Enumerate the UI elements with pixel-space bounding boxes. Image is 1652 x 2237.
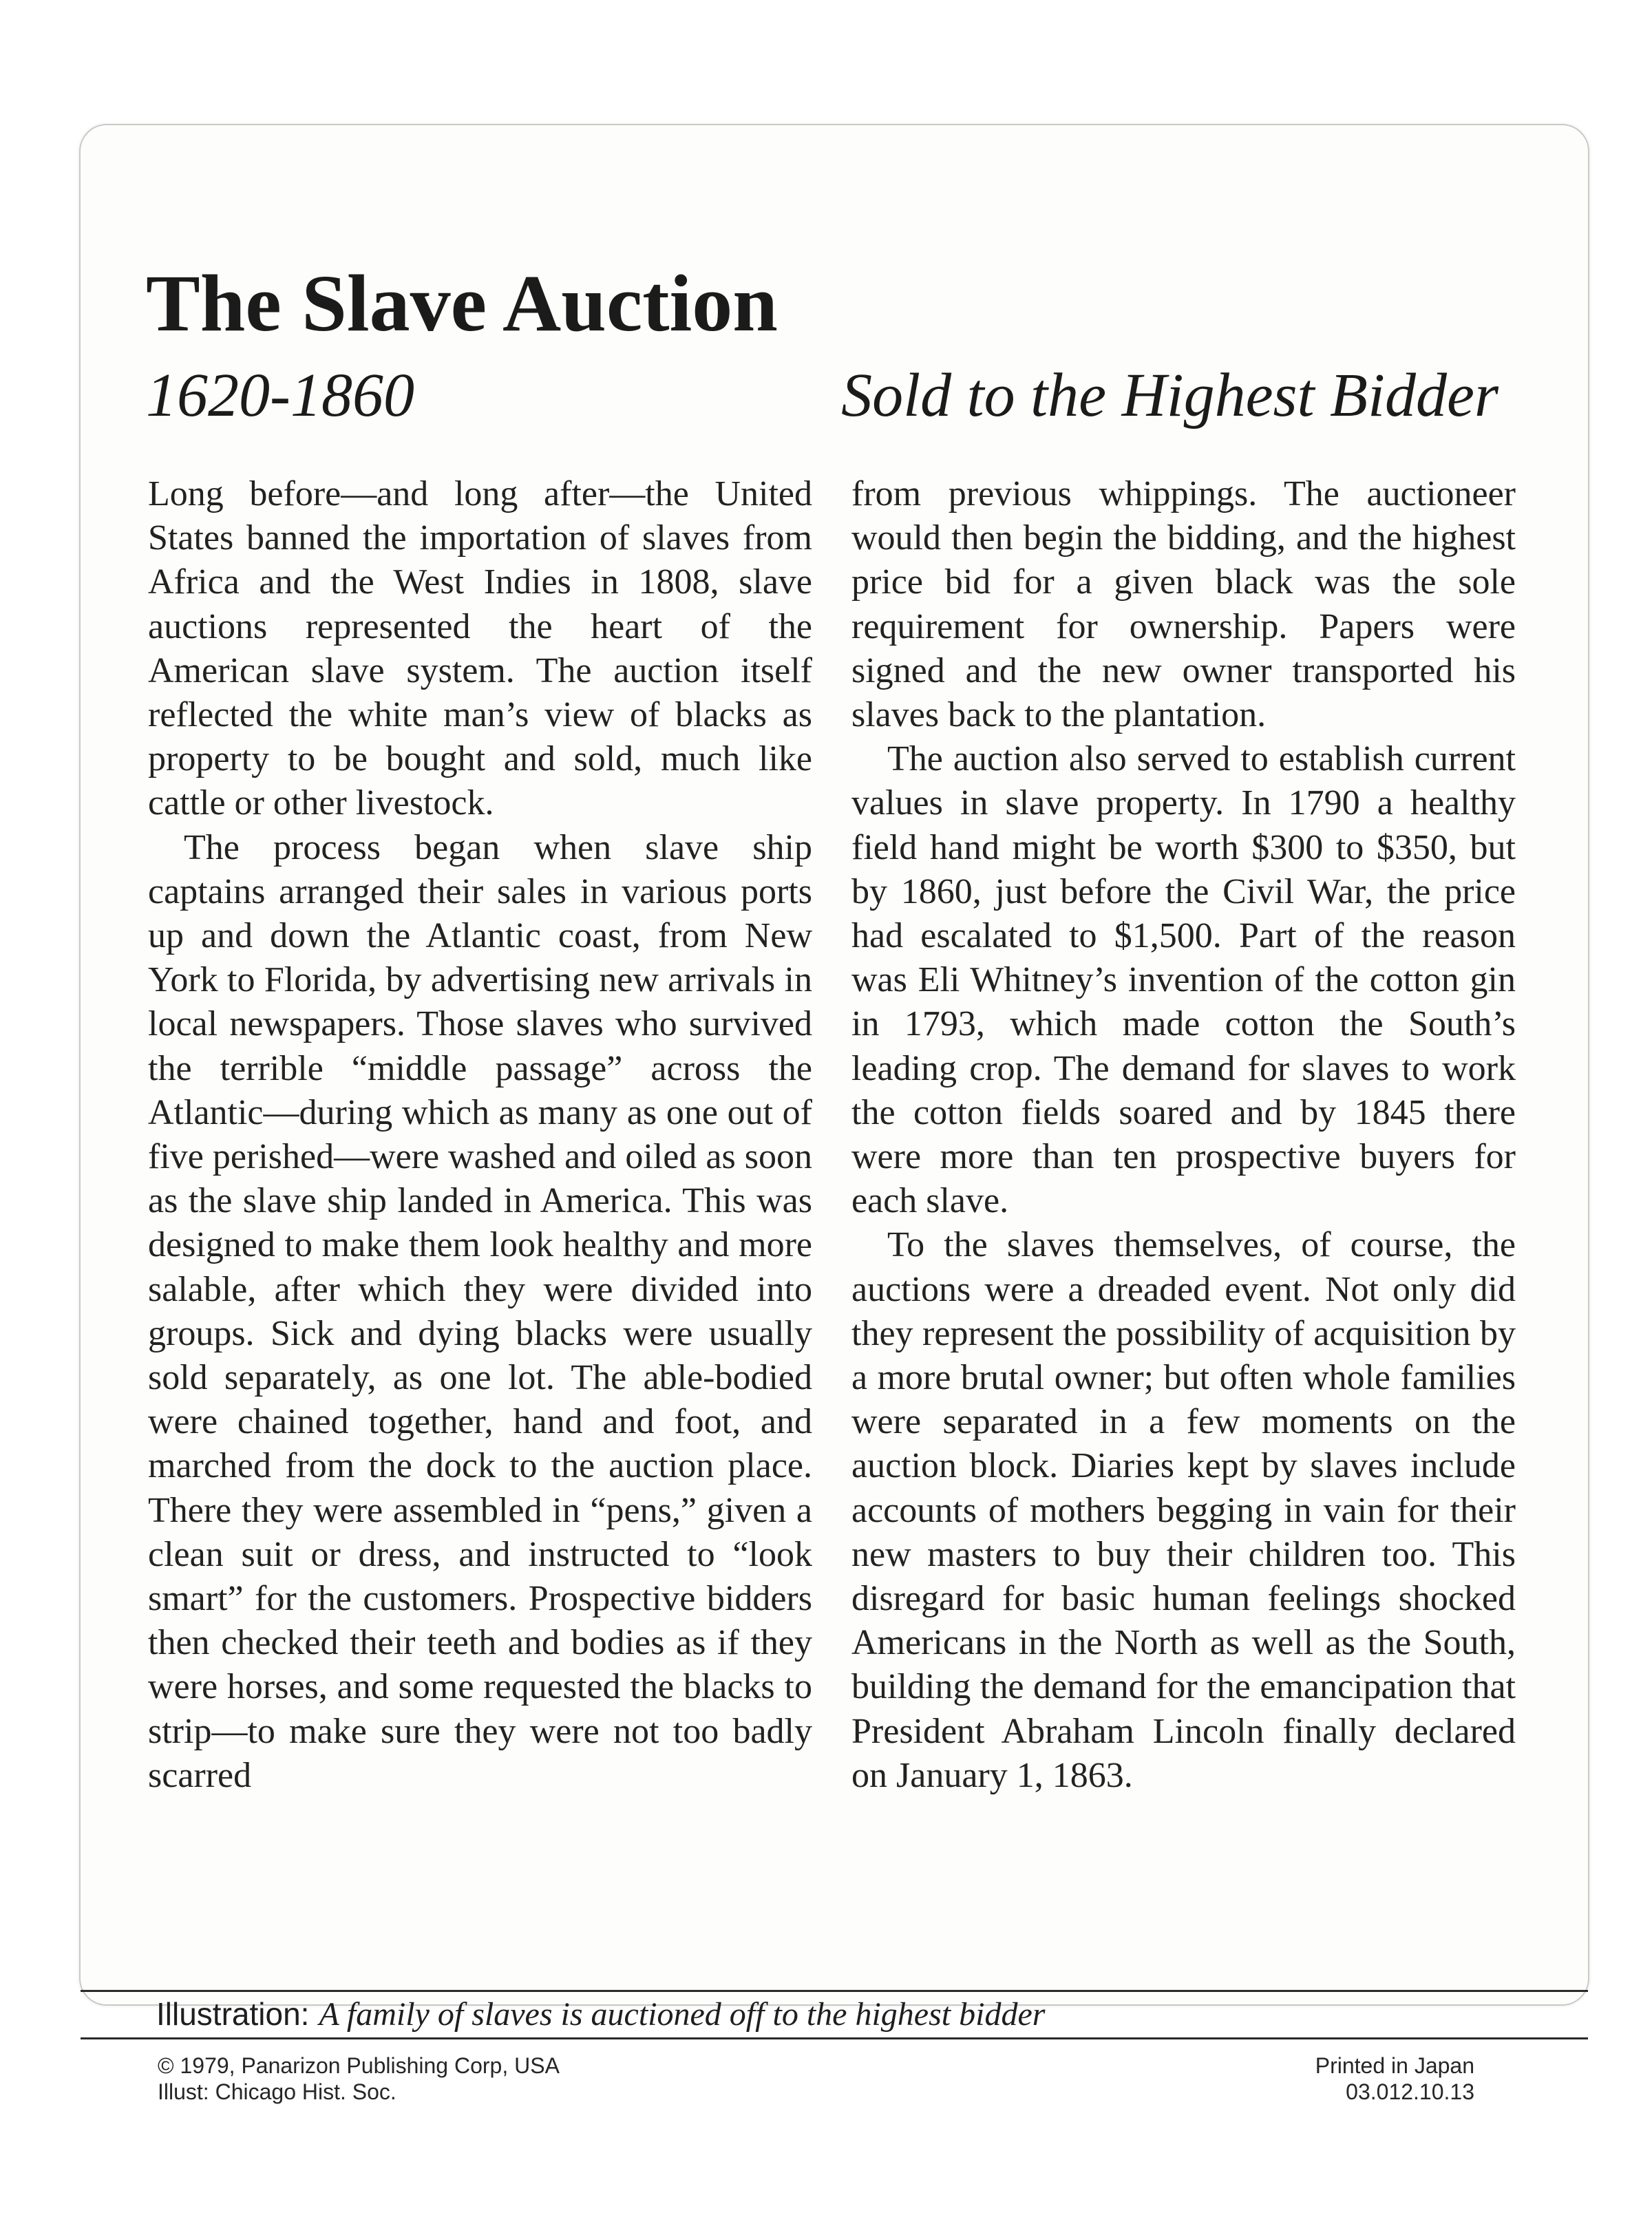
card-code: 03.012.10.13: [1346, 2079, 1474, 2104]
text-column-left: [148, 472, 812, 1798]
paragraph: The process began when slave ship captains arranged their sales in various ports up and down the Atlantic coast, from New York to Florida, by advertising new arrivals in local newspapers. Those slaves who survived the terrible “middle passage” across the Atlantic—during which as many as one out of five perished—were washed and oiled as soon as the slave ship landed in America. This was designed to make them look healthy and more salable, after which they were divided into groups. Sick and dying blacks were usually sold separately, as one lot. The able-bodied were chained together, hand and foot, and marched from the dock to the auction place. There they were assembled in “pens,” given a clean suit or dress, and instructed to “look smart” for the customers. Prospective bidders then checked their teeth and bodies as if they were horses, and some requested the blacks to strip—to make sure they were not too badly scarred: [148, 827, 812, 1795]
divider: [81, 2037, 1588, 2039]
card: [79, 124, 1589, 2104]
paragraph: The auction also served to establish current values in slave property. In 1790 a healthy field hand might be worth $300 to $350, but by 1860, just before the Civil War, the price had escalated to $1,500. Part of the reason was Eli Whitney’s invention of the cotton gin in 1793, which made cotton the South’s leading crop. The demand for slaves to work the cotton fields soared and by 1845 there were more than ten prospective buyers for each slave.: [851, 739, 1516, 1221]
printed-in: Printed in Japan: [1315, 2053, 1474, 2078]
illustration-credit: Illust: Chicago Hist. Soc.: [158, 2079, 396, 2104]
paragraph: To the slaves themselves, of course, the auctions were a dreaded event. Not only did they represent the possibility of acquisition by a more brutal owner; but often whole families were separated in a few moments on the auction block. Diaries kept by slaves include accounts of mothers begging in vain for their new masters to buy their children too. This disregard for basic human feelings shocked Americans in the North as well as the South, building the demand for the emancipation that President Abraham Lincoln finally declared on January 1, 1863.: [851, 1225, 1516, 1795]
caption-label: Illustration:: [156, 1996, 310, 2032]
date-range: 1620-1860: [146, 361, 414, 430]
credits: [158, 2053, 560, 2105]
caption-text: A family of slaves is auctioned off to the highest bidder: [319, 1996, 1046, 2033]
illustration-caption: [156, 1992, 1045, 2036]
tagline: Sold to the Highest Bidder: [841, 361, 1499, 430]
copyright-line: © 1979, Panarizon Publishing Corp, USA: [158, 2053, 560, 2078]
paragraph: from previous whippings. The auctioneer would then begin the bidding, and the highest price bid for a given black was the sole requirement for ownership. Papers were signed and the new owner transported his slaves back to the plantation.: [851, 474, 1516, 735]
paragraph: Long before—and long after—the United States banned the importation of slaves from Africa and the West Indies in 1808, slave auctions represented the heart of the American slave system. The auction itself reflected the white man’s view of blacks as property to be bought and sold, much like cattle or other livestock.: [148, 474, 812, 823]
text-column-right: [851, 472, 1516, 1798]
card-title: The Slave Auction: [146, 258, 778, 348]
print-info: [1315, 2053, 1474, 2105]
